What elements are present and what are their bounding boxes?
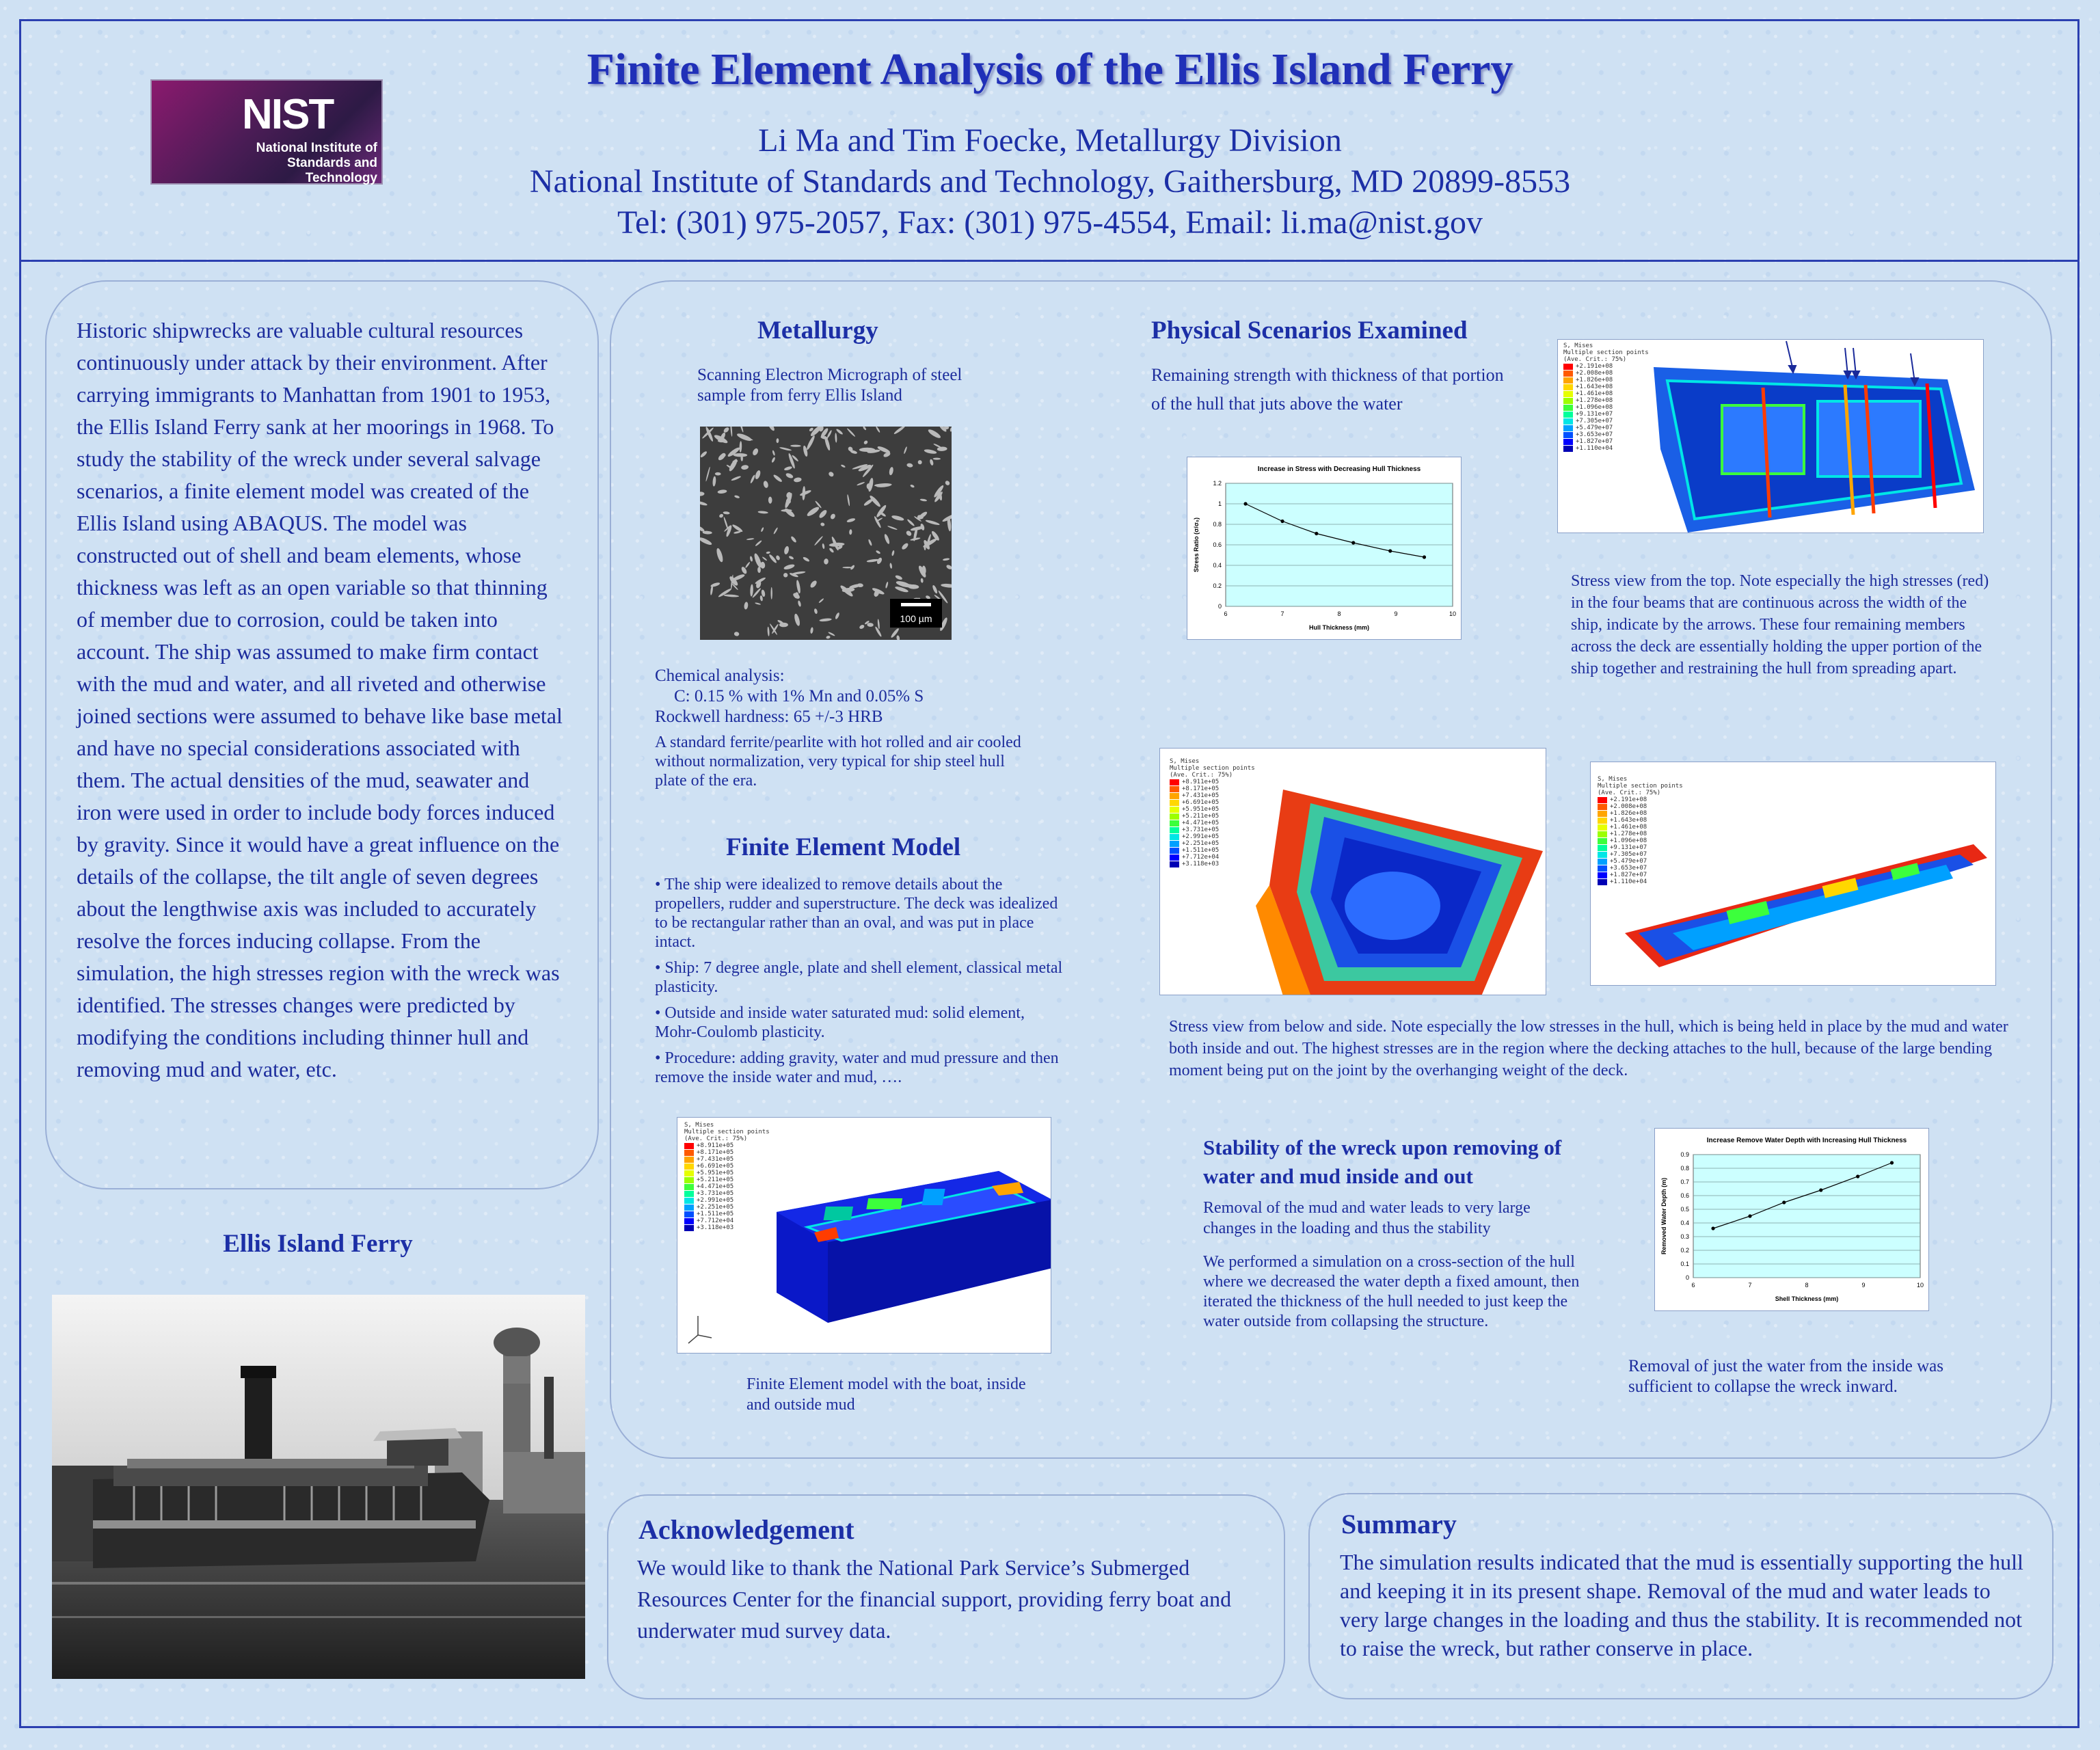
legend-title-line: (Ave. Crit.: 75%) — [1563, 356, 1627, 363]
poster-title: Finite Element Analysis of the Ellis Island Ferry — [587, 44, 1513, 94]
microstructure-description: A standard ferrite/pearlite with hot rolled and air cooled without normalization, very typical for ship steel hull plate of the era. — [655, 733, 1021, 790]
legend-value: +2.008e+08 — [1576, 370, 1613, 377]
chart-x-tick-label: 8 — [1337, 610, 1341, 617]
water-depth-chart — [1654, 1128, 1929, 1311]
fem-bullet: • The ship were idealized to remove details about the propellers, rudder and superstructure. The deck was idealized to be rectangular rather than an oval, and was put in place intact. — [655, 876, 1058, 951]
physical-scenarios-subtext: Remaining strength with thickness of that portion of the hull that juts above the water — [1151, 365, 1504, 414]
legend-title-line: S, Mises — [1598, 776, 1628, 783]
below-view-caption: Stress view from below and side. Note especially the low stresses in the hull, which is being held in place by the mud and water both inside and out. The highest stresses are in the region where the decking attaches to the hull, because of the large bending moment being put on the joint by the overhanging weight of the deck. — [1169, 1018, 2008, 1079]
chart-x-tick-label: 9 — [1861, 1282, 1866, 1289]
contact-info: Tel: (301) 975-2057, Fax: (301) 975-4554, Email: li.ma@nist.gov — [617, 204, 1483, 241]
chart-y-tick-label: 0.8 — [1680, 1165, 1689, 1172]
chart-x-tick-label: 6 — [1691, 1282, 1695, 1289]
legend-value: +5.479e+07 — [1576, 425, 1613, 431]
chart-y-tick-label: 0.9 — [1680, 1151, 1689, 1158]
legend-value: +1.461e+08 — [1576, 390, 1613, 397]
chart-data-point — [1890, 1161, 1894, 1164]
legend-value: +1.278e+08 — [1610, 831, 1647, 837]
chart-y-tick-label: 0.4 — [1213, 562, 1222, 569]
legend-value: +1.511e+05 — [697, 1211, 734, 1217]
chart-y-tick-label: 0.6 — [1680, 1192, 1689, 1199]
legend-value: +1.643e+08 — [1610, 817, 1647, 824]
chart-y-tick-label: 0 — [1217, 603, 1222, 610]
chart-data-point — [1243, 502, 1247, 505]
legend-value: +7.431e+05 — [697, 1156, 734, 1163]
chart-y-tick-label: 1.2 — [1213, 480, 1222, 487]
fem-model-render — [677, 1118, 1051, 1354]
legend-value: +5.479e+07 — [1610, 858, 1647, 865]
legend-value: +3.653e+07 — [1610, 865, 1647, 872]
legend-value: +1.511e+05 — [1182, 847, 1220, 854]
sem-caption: Scanning Electron Micrograph of steel sample from ferry Ellis Island — [697, 366, 962, 405]
stability-heading: Stability of the wreck upon removing of water and mud inside and out — [1203, 1135, 1562, 1188]
below-stress-view-1-render — [1160, 749, 1546, 995]
top-view-caption: Stress view from the top. Note especially the high stresses (red) in the four beams that are continuous across the width of the ship, indicate by the arrows. These four remaining members across the deck are essentially holding the upper portion of the ship together and restraining the hull from spreading apart. — [1571, 572, 1989, 677]
stress-thickness-chart — [1187, 457, 1462, 640]
chart-y-tick-label: 0.2 — [1213, 582, 1222, 589]
legend-title-line: (Ave. Crit.: 75%) — [1170, 772, 1233, 779]
legend-value: +2.991e+05 — [697, 1197, 734, 1204]
chart-x-tick-label: 9 — [1394, 610, 1398, 617]
acknowledgement-text: We would like to thank the National Park Service’s Submerged Resources Center for the financial support, providing ferry boat and underwater mud survey data. — [637, 1555, 1232, 1643]
legend-value: +9.131e+07 — [1610, 844, 1647, 851]
chart-y-tick-label: 0.7 — [1680, 1179, 1689, 1185]
legend-value: +3.731e+05 — [697, 1190, 734, 1197]
affiliation: National Institute of Standards and Technology, Gaithersburg, MD 20899-8553 — [529, 163, 1571, 200]
legend-value: +2.251e+05 — [697, 1204, 734, 1211]
legend-value: +7.305e+07 — [1576, 418, 1613, 425]
rockwell-hardness: Rockwell hardness: 65 +/-3 HRB — [655, 708, 883, 726]
chart-title: Increase in Stress with Decreasing Hull Thickness — [1257, 466, 1421, 473]
legend-value: +9.131e+07 — [1576, 411, 1613, 418]
sem-grain — [771, 587, 772, 600]
fem-model-figure — [677, 1117, 1051, 1354]
nist-logo-mark: NIST — [242, 91, 334, 138]
fem-figure-caption: Finite Element model with the boat, inside and outside mud — [746, 1375, 1026, 1414]
legend-value: +6.691e+05 — [1182, 799, 1220, 806]
intro-text: Historic shipwrecks are valuable cultural resources continuously under attack by their environment. After carrying immigrants to Manhattan from 1901 to 1953, the Ellis Island Ferry sank at her moorings in 1968. To study the stability of the wreck under several salvage scenarios, a finite element model was created of the Ellis Island using ABAQUS. The model was constructed out of shell and beam elements, whose thickness was left as an open variable so that thinning of member due to corrosion, could be taken into account. The ship was assumed to make firm contact with the mud and water, and all riveted and otherwise joined sections were assumed to behave like base metal and have no special considerations associated with them. The actual densities of the mud, seawater and iron were used in order to include body forces induced by gravity. Since it would have a great influence on the details of the collapse, the tilt angle of seven degrees about the lengthwise axis was included to accurately resolve the forces inducing collapse. From the simulation, the high stresses region with the wreck was identified. The stresses changes were predicted by modifying the conditions including thinner hull and removing mud and water, etc. — [77, 318, 563, 1081]
chart-data-point — [1711, 1226, 1714, 1230]
sem-grain — [859, 448, 875, 452]
legend-value: +1.643e+08 — [1576, 383, 1613, 390]
legend-value: +1.110e+04 — [1610, 878, 1647, 885]
fem-bullets — [655, 875, 1065, 1094]
chart-data-point — [1782, 1200, 1786, 1204]
legend-title-line: (Ave. Crit.: 75%) — [684, 1135, 748, 1142]
nist-logo-text: National Institute of Standards and Technology — [256, 141, 377, 185]
legend-value: +8.911e+05 — [697, 1142, 734, 1149]
legend-value: +2.991e+05 — [1182, 833, 1220, 840]
fem-bullet: • Ship: 7 degree angle, plate and shell element, classical metal plasticity. — [655, 959, 1063, 996]
legend-title-line: Multiple section points — [1598, 783, 1683, 790]
water-depth-chart-svg — [1655, 1129, 1929, 1311]
chart-data-point — [1423, 555, 1426, 558]
legend-value: +7.712e+04 — [697, 1217, 734, 1224]
summary-heading: Summary — [1341, 1509, 1457, 1539]
legend-value: +6.691e+05 — [697, 1163, 734, 1170]
legend-value: +2.251e+05 — [1182, 840, 1220, 847]
water-depth-caption: Removal of just the water from the inside was sufficient to collapse the wreck inward. — [1628, 1357, 1943, 1396]
chart-data-point — [1351, 541, 1355, 544]
chart-x-tick-label: 7 — [1280, 610, 1284, 617]
legend-value: +1.827e+07 — [1576, 438, 1613, 445]
chart-x-axis-label: Shell Thickness (mm) — [1775, 1295, 1839, 1302]
chart-y-axis-label: Removed Water Depth (m) — [1660, 1177, 1667, 1255]
legend-value: +2.191e+08 — [1610, 796, 1647, 803]
chart-plot-area — [1693, 1155, 1920, 1278]
sem-grain — [779, 623, 788, 628]
legend-value: +7.712e+04 — [1182, 854, 1220, 861]
chart-y-tick-label: 1 — [1217, 500, 1222, 507]
legend-value: +3.118e+03 — [697, 1224, 734, 1231]
legend-value: +5.211e+05 — [697, 1176, 734, 1183]
acknowledgement-heading: Acknowledgement — [638, 1514, 854, 1545]
chemical-composition: C: 0.15 % with 1% Mn and 0.05% S — [674, 687, 924, 705]
chart-data-point — [1315, 532, 1318, 535]
sem-micrograph — [700, 427, 952, 640]
chart-x-tick-label: 10 — [1916, 1282, 1924, 1289]
legend-title-line: Multiple section points — [684, 1129, 770, 1135]
sem-micrograph-image — [700, 427, 952, 640]
top-stress-view-render — [1558, 340, 1984, 533]
legend-value: +2.008e+08 — [1610, 803, 1647, 810]
chart-data-point — [1748, 1214, 1751, 1217]
legend-value: +5.951e+05 — [697, 1170, 734, 1176]
legend-value: +3.731e+05 — [1182, 826, 1220, 833]
chart-data-point — [1280, 520, 1284, 523]
metallurgy-heading: Metallurgy — [757, 317, 878, 345]
legend-value: +8.911e+05 — [1182, 779, 1220, 785]
legend-value: +1.278e+08 — [1576, 397, 1613, 404]
chemical-analysis-heading: Chemical analysis: — [655, 667, 785, 685]
legend-title-line: S, Mises — [1170, 758, 1200, 765]
chart-data-point — [1856, 1174, 1859, 1178]
chart-y-tick-label: 0.6 — [1213, 541, 1222, 548]
legend-title-line: S, Mises — [1563, 342, 1593, 349]
chart-y-tick-label: 0.5 — [1680, 1206, 1689, 1213]
legend-value: +7.431e+05 — [1182, 792, 1220, 799]
ferry-heading: Ellis Island Ferry — [223, 1230, 413, 1258]
legend-title-line: Multiple section points — [1170, 765, 1255, 772]
chart-data-point — [1819, 1188, 1822, 1192]
chart-x-axis-label: Hull Thickness (mm) — [1308, 624, 1370, 631]
legend-value: +1.096e+08 — [1610, 837, 1647, 844]
legend-value: +7.305e+07 — [1610, 851, 1647, 858]
chart-y-tick-label: 0.4 — [1680, 1220, 1689, 1226]
ferry-photo — [52, 1295, 585, 1679]
physical-scenarios-heading: Physical Scenarios Examined — [1151, 317, 1468, 345]
chart-data-point — [1388, 549, 1392, 552]
legend-value: +1.827e+07 — [1610, 872, 1647, 878]
stress-thickness-chart-svg — [1187, 457, 1462, 640]
chart-x-tick-label: 10 — [1449, 610, 1457, 617]
fem-bullet: • Outside and inside water saturated mud: solid element, Mohr-Coulomb plasticity. — [655, 1004, 1025, 1041]
below-stress-view-2 — [1590, 762, 1996, 986]
sem-scale-label: 100 µm — [900, 613, 932, 624]
legend-value: +2.191e+08 — [1576, 363, 1613, 370]
chart-title: Increase Remove Water Depth with Increasing Hull Thickness — [1706, 1137, 1907, 1144]
below-stress-view-1 — [1159, 748, 1546, 995]
chart-y-tick-label: 0.1 — [1680, 1261, 1689, 1267]
header-divider — [19, 260, 2079, 262]
legend-value: +1.096e+08 — [1576, 404, 1613, 411]
chart-y-tick-label: 0 — [1685, 1274, 1689, 1281]
stability-text-2: We performed a simulation on a cross-section of the hull where we decreased the water depth a fixed amount, then iterated the thickness of the hull needed to just keep the water outside from collapsing the structure. — [1203, 1253, 1580, 1330]
legend-value: +5.951e+05 — [1182, 806, 1220, 813]
chart-y-tick-label: 0.3 — [1680, 1233, 1689, 1240]
stability-text-1: Removal of the mud and water leads to very large changes in the loading and thus the stability — [1203, 1199, 1531, 1237]
fem-bullet: • Procedure: adding gravity, water and mud pressure and then remove the inside water and mud, …. — [655, 1049, 1059, 1086]
ferry-photo-image — [52, 1295, 585, 1679]
legend-title-line: (Ave. Crit.: 75%) — [1598, 790, 1661, 796]
legend-value: +5.211e+05 — [1182, 813, 1220, 820]
legend-value: +1.826e+08 — [1610, 810, 1647, 817]
chart-y-tick-label: 0.2 — [1680, 1247, 1689, 1254]
legend-value: +1.826e+08 — [1576, 377, 1613, 383]
top-stress-view — [1557, 339, 1984, 533]
legend-title-line: Multiple section points — [1563, 349, 1649, 356]
summary-text: The simulation results indicated that the mud is essentially supporting the hull and keeping it in its present shape. Removal of the mud and water leads to very large changes in the loading and thus the stability. It is recommended not to raise the wreck, but rather conserve in place. — [1340, 1550, 2023, 1660]
legend-value: +8.171e+05 — [1182, 785, 1220, 792]
fem-heading: Finite Element Model — [726, 833, 961, 861]
chart-y-axis-label: Stress Ratio (σ/σ₀) — [1193, 517, 1200, 572]
chart-x-tick-label: 6 — [1224, 610, 1228, 617]
legend-title-line: S, Mises — [684, 1122, 714, 1129]
legend-value: +3.653e+07 — [1576, 431, 1613, 438]
legend-value: +1.110e+04 — [1576, 445, 1613, 452]
below-stress-view-2-render — [1591, 762, 1996, 986]
legend-value: +3.118e+03 — [1182, 861, 1220, 867]
legend-value: +4.471e+05 — [697, 1183, 734, 1190]
legend-value: +8.171e+05 — [697, 1149, 734, 1156]
chart-x-tick-label: 7 — [1748, 1282, 1752, 1289]
chart-x-tick-label: 8 — [1805, 1282, 1809, 1289]
chart-y-tick-label: 0.8 — [1213, 521, 1222, 528]
authors: Li Ma and Tim Foecke, Metallurgy Division — [758, 122, 1342, 159]
legend-value: +4.471e+05 — [1182, 820, 1220, 826]
legend-value: +1.461e+08 — [1610, 824, 1647, 831]
